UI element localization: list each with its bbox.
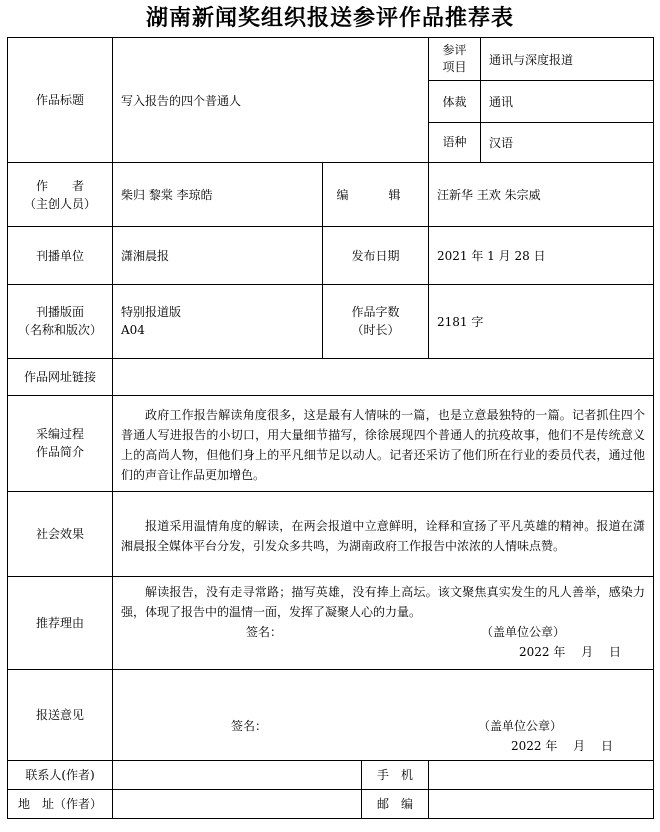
reason-text: 解读报告，没有走寻常路；描写英雄，没有捧上高坛。该文聚焦真实发生的凡人善举，感染力强，体现了报告中的温情一面，发挥了凝聚人心的力量。	[121, 584, 646, 619]
opinion-date: 2022 年 月 日	[511, 738, 613, 753]
address-label: 地 址（作者）	[8, 789, 113, 818]
process-text: 政府工作报告解读角度很多，这是最有人情味的一篇，也是立意最独特的一篇。记者抓住四个普通人写进报告的小切口，用大量细节描写，徐徐展现四个普通人的抗疫故事，他们不是传统意义上的高尚人物，但他们身上的平凡细节足以动人。记者还采访了他们所在行业的委员代表，通过他们的声音让作品更加增色。	[113, 395, 654, 491]
zip-label: 邮 编	[362, 789, 429, 818]
page-value: 特别报道版 A04	[113, 285, 323, 358]
contact-value	[113, 760, 362, 789]
author-label-line2: （主创人员）	[23, 196, 96, 211]
language-label: 语种	[429, 122, 481, 162]
opinion-seal: （盖单位公章）	[478, 718, 563, 733]
reason-seal: （盖单位公章）	[481, 624, 566, 639]
recommendation-form	[7, 37, 654, 819]
opinion-label: 报送意见	[8, 669, 113, 760]
form-title: 湖南新闻奖组织报送参评作品推荐表	[145, 5, 514, 31]
publisher-label: 刊播单位	[8, 227, 113, 285]
genre-value: 通讯	[481, 81, 654, 122]
editor-value: 汪新华 王欢 朱宗威	[429, 163, 654, 227]
language-value: 汉语	[481, 122, 654, 162]
phone-value	[429, 760, 654, 789]
word-count-label: 作品字数 （时长）	[323, 285, 429, 358]
reason-label: 推荐理由	[8, 576, 113, 669]
reason-sign: 签名：	[246, 624, 283, 639]
opinion-cell	[113, 669, 654, 760]
effect-label: 社会效果	[8, 492, 113, 577]
work-title-label: 作品标题	[8, 38, 113, 163]
reason-cell	[113, 576, 654, 669]
author-label	[8, 163, 113, 227]
opinion-sign: 签名：	[231, 718, 268, 733]
zip-value	[429, 789, 654, 818]
page-label: 刊播版面 （名称和版次）	[8, 285, 113, 358]
category-label: 参评项目	[429, 38, 481, 81]
author-value: 柴归 黎棠 李琼皓	[113, 163, 323, 227]
effect-text: 报道采用温情角度的解读，在两会报道中立意鲜明，诠释和宣扬了平凡英雄的精神。报道在潇湘晨报全媒体平台分发，引发众多共鸣，为湖南政府工作报告中浓浓的人情味点赞。	[113, 492, 654, 577]
genre-label: 体裁	[429, 81, 481, 122]
url-value	[113, 358, 654, 395]
word-count-value: 2181 字	[429, 285, 654, 358]
contact-label: 联系人(作者)	[8, 760, 113, 789]
phone-label: 手 机	[362, 760, 429, 789]
reason-date: 2022 年 月 日	[519, 644, 621, 659]
publish-date-label: 发布日期	[323, 227, 429, 285]
publish-date-value: 2021 年 1 月 28 日	[429, 227, 654, 285]
publisher-value: 潇湘晨报	[113, 227, 323, 285]
editor-label: 编 辑	[323, 163, 429, 227]
work-title-value: 写入报告的四个普通人	[113, 38, 429, 163]
url-label: 作品网址链接	[8, 358, 113, 395]
process-label: 采编过程 作品简介	[8, 395, 113, 491]
category-value: 通讯与深度报道	[481, 38, 654, 81]
author-label-line1: 作 者	[35, 178, 84, 193]
address-value	[113, 789, 362, 818]
